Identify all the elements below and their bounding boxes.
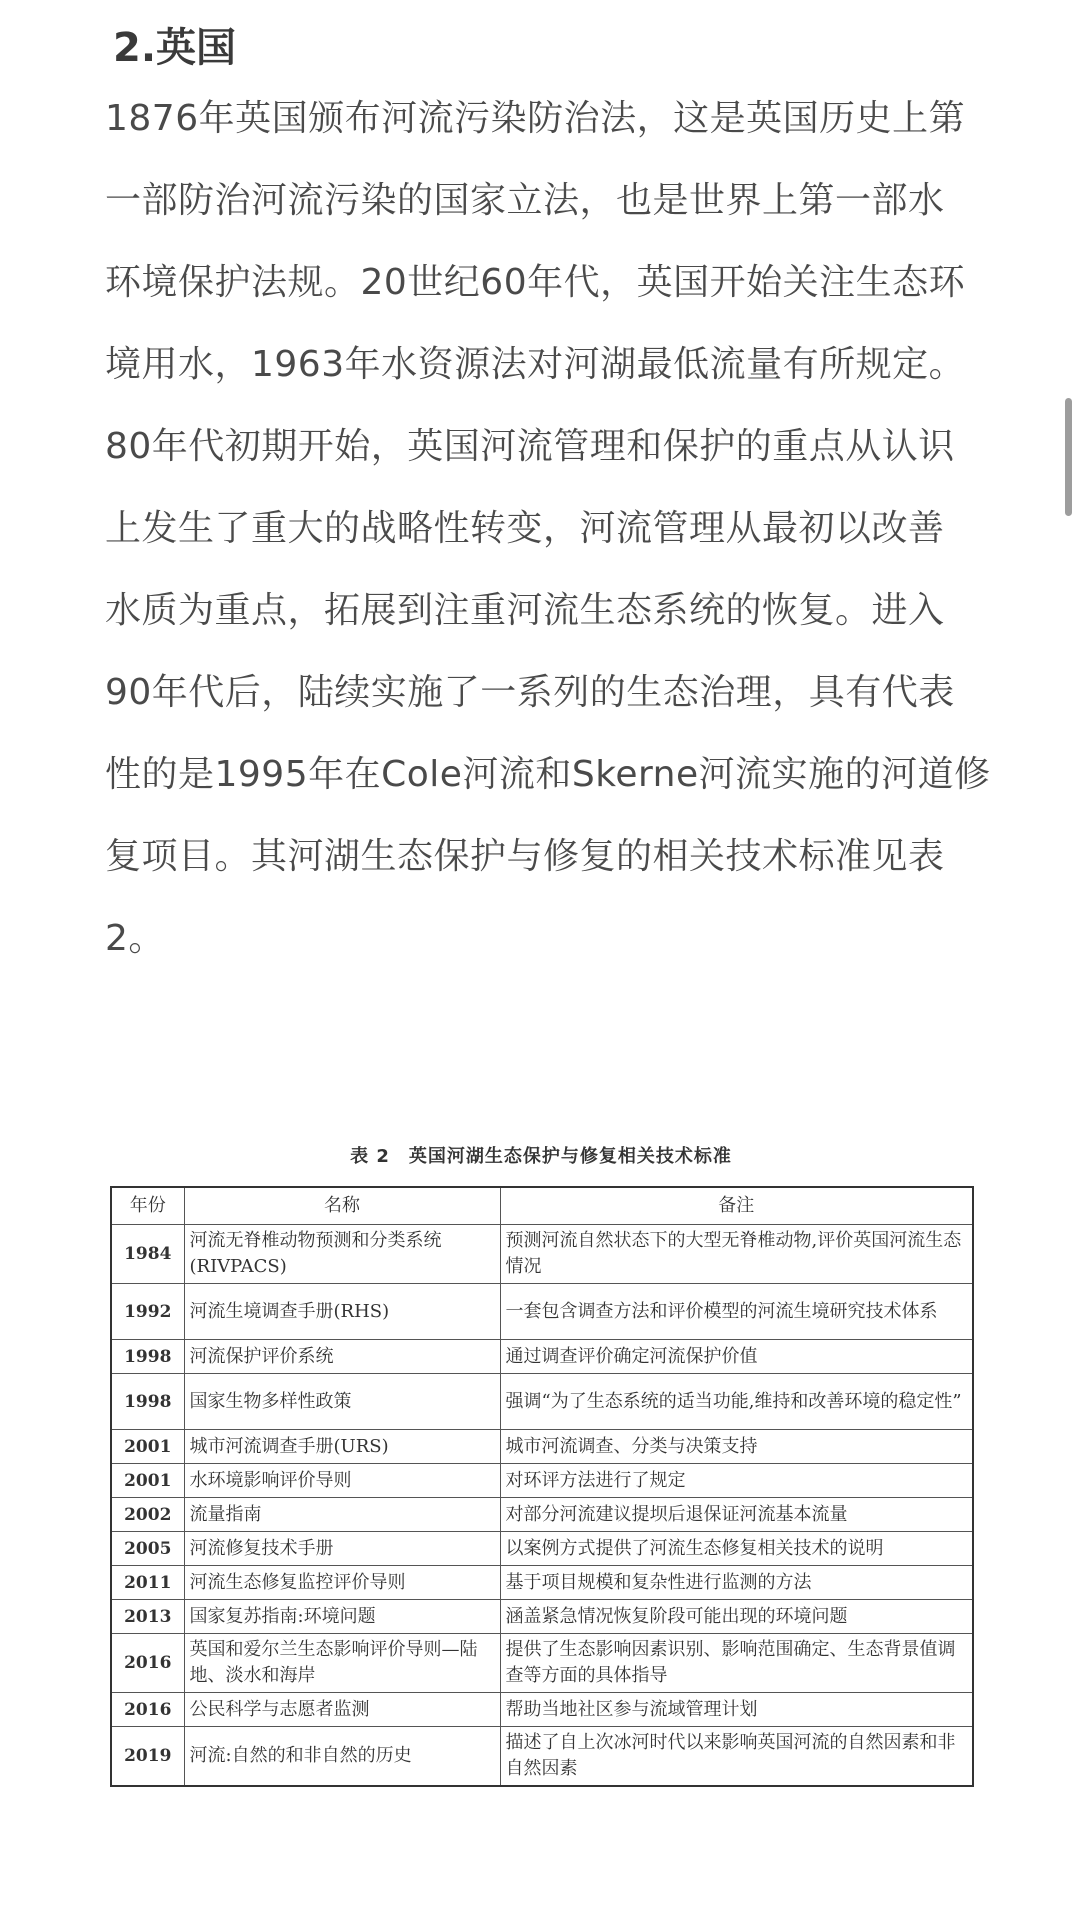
paragraph-line: 80年代初期开始，英国河流管理和保护的重点从认识 [105,426,955,467]
cell-name: 英国和爱尔兰生态影响评价导则—陆地、淡水和海岸 [184,1634,500,1693]
cell-name: 国家复苏指南:环境问题 [184,1600,500,1634]
standards-table [110,1186,974,1787]
table-row [111,1566,973,1600]
cell-name: 河流生境调查手册(RHS) [184,1284,500,1340]
cell-name: 城市河流调查手册(URS) [184,1430,500,1464]
paragraph-line: 1876年英国颁布河流污染防治法，这是英国历史上第 [105,98,966,139]
table-row [111,1464,973,1498]
standards-table-figure [110,1140,972,1787]
paragraph-line: 复项目。其河湖生态保护与修复的相关技术标准见表 [105,836,945,877]
paragraph-line: 境用水，1963年水资源法对河湖最低流量有所规定。 [105,344,966,385]
cell-note: 对部分河流建议提坝后退保证河流基本流量 [500,1498,973,1532]
cell-year: 1998 [111,1374,184,1430]
paragraph-line: 一部防治河流污染的国家立法，也是世界上第一部水 [105,180,945,221]
scrollbar-thumb[interactable] [1065,398,1072,516]
cell-note: 描述了自上次冰河时代以来影响英国河流的自然因素和非自然因素 [500,1727,973,1787]
table-row [111,1498,973,1532]
table-row [111,1430,973,1464]
paragraph-line: 2。 [105,918,165,959]
cell-year: 2013 [111,1600,184,1634]
cell-name: 国家生物多样性政策 [184,1374,500,1430]
table-row [111,1693,973,1727]
table-row [111,1634,973,1693]
cell-name: 河流保护评价系统 [184,1340,500,1374]
paragraph-line: 90年代后，陆续实施了一系列的生态治理，具有代表 [105,672,955,713]
article-paragraph [105,78,991,980]
cell-note: 预测河流自然状态下的大型无脊椎动物,评价英国河流生态情况 [500,1225,973,1284]
cell-note: 通过调查评价确定河流保护价值 [500,1340,973,1374]
cell-name: 公民科学与志愿者监测 [184,1693,500,1727]
header-year: 年份 [111,1187,184,1225]
paragraph-line: 上发生了重大的战略性转变，河流管理从最初以改善 [105,508,945,549]
paragraph-line: 性的是1995年在Cole河流和Skerne河流实施的河道修 [105,754,991,795]
table-row [111,1374,973,1430]
cell-year: 2002 [111,1498,184,1532]
cell-year: 2001 [111,1464,184,1498]
cell-year: 1998 [111,1340,184,1374]
cell-note: 强调“为了生态系统的适当功能,维持和改善环境的稳定性” [500,1374,973,1430]
cell-name: 流量指南 [184,1498,500,1532]
table-row [111,1284,973,1340]
table-caption: 表 2 英国河湖生态保护与修复相关技术标准 [350,1146,732,1167]
header-note: 备注 [500,1187,973,1225]
cell-note: 基于项目规模和复杂性进行监测的方法 [500,1566,973,1600]
cell-year: 2001 [111,1430,184,1464]
cell-note: 一套包含调查方法和评价模型的河流生境研究技术体系 [500,1284,973,1340]
cell-year: 2019 [111,1727,184,1787]
article-body [105,18,991,980]
cell-note: 提供了生态影响因素识别、影响范围确定、生态背景值调查等方面的具体指导 [500,1634,973,1693]
cell-year: 2016 [111,1634,184,1693]
cell-year: 1992 [111,1284,184,1340]
table-row [111,1340,973,1374]
cell-year: 2011 [111,1566,184,1600]
cell-note: 对环评方法进行了规定 [500,1464,973,1498]
section-title: 2.英国 [113,25,237,71]
table-row [111,1225,973,1284]
cell-name: 河流生态修复监控评价导则 [184,1566,500,1600]
cell-note: 城市河流调查、分类与决策支持 [500,1430,973,1464]
paragraph-line: 水质为重点，拓展到注重河流生态系统的恢复。进入 [105,590,945,631]
table-row [111,1600,973,1634]
cell-year: 2005 [111,1532,184,1566]
cell-note: 帮助当地社区参与流域管理计划 [500,1693,973,1727]
cell-name: 河流:自然的和非自然的历史 [184,1727,500,1787]
table-row [111,1532,973,1566]
cell-name: 河流修复技术手册 [184,1532,500,1566]
cell-note: 以案例方式提供了河流生态修复相关技术的说明 [500,1532,973,1566]
cell-name: 河流无脊椎动物预测和分类系统(RIVPACS) [184,1225,500,1284]
cell-name: 水环境影响评价导则 [184,1464,500,1498]
table-row [111,1727,973,1787]
cell-note: 涵盖紧急情况恢复阶段可能出现的环境问题 [500,1600,973,1634]
cell-year: 1984 [111,1225,184,1284]
cell-year: 2016 [111,1693,184,1727]
header-name: 名称 [184,1187,500,1225]
paragraph-line: 环境保护法规。20世纪60年代，英国开始关注生态环 [105,262,966,303]
table-header-row [111,1187,973,1225]
